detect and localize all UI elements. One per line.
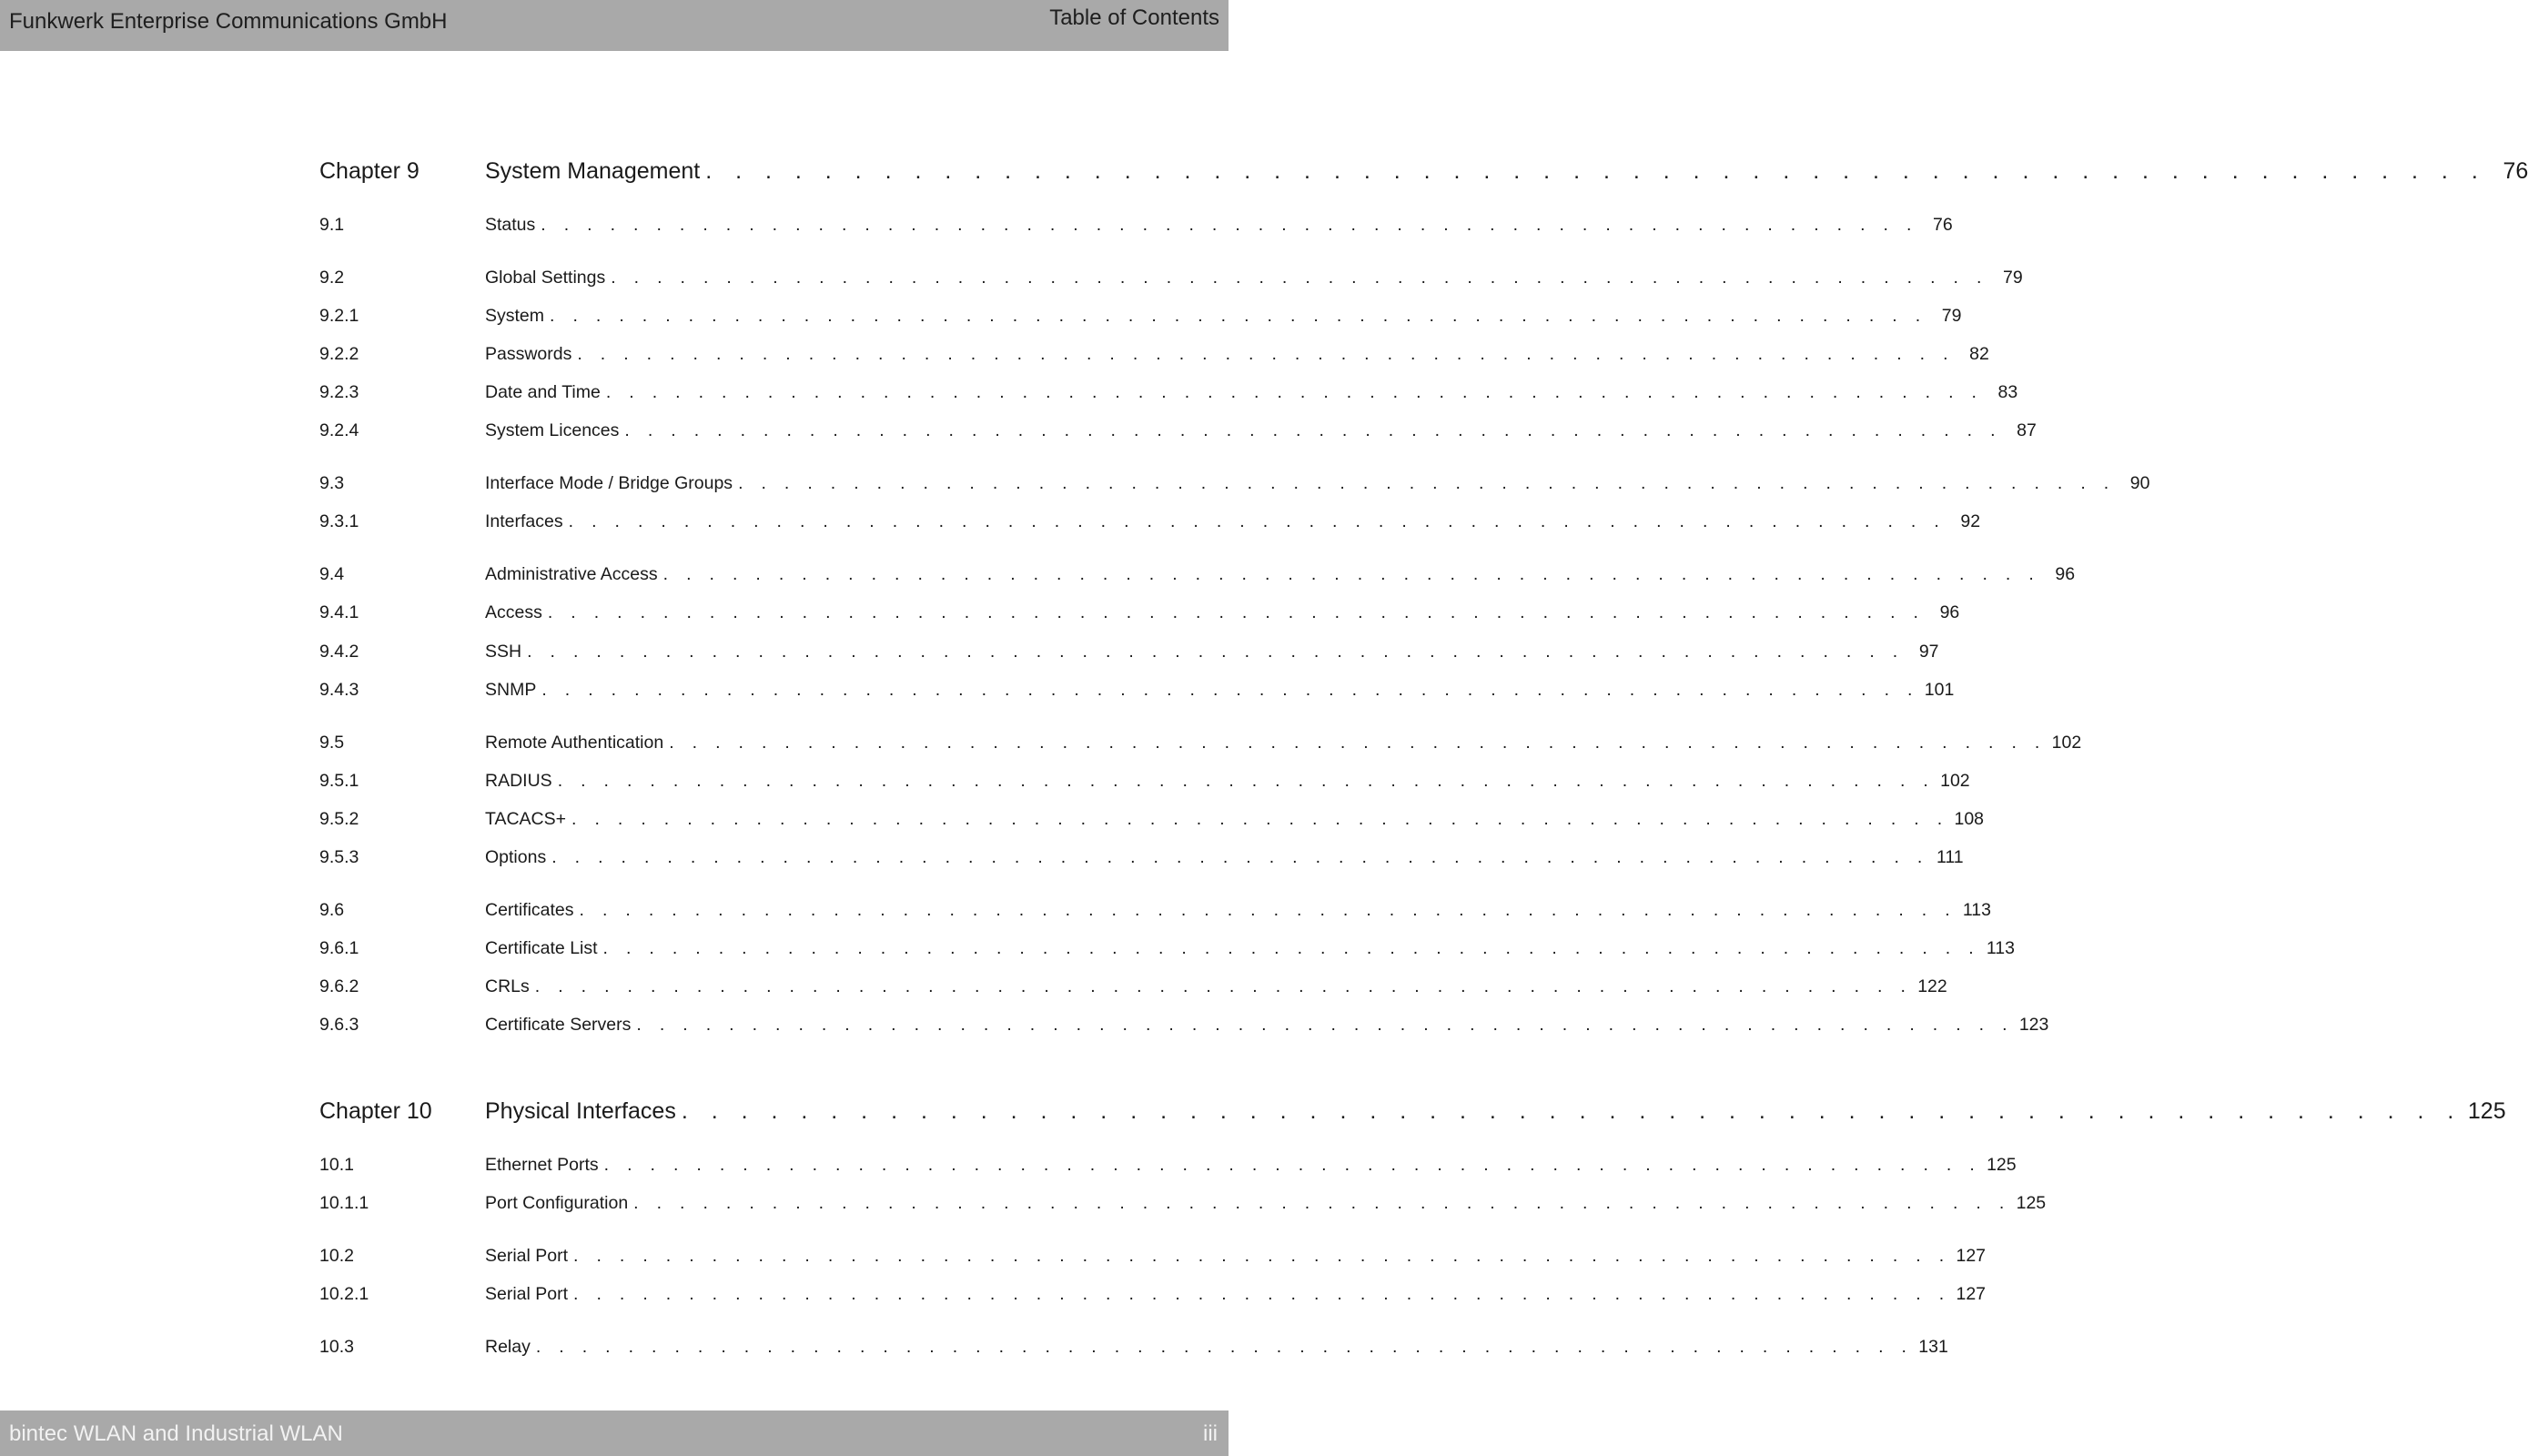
toc-entry-title: Serial Port xyxy=(485,1284,569,1304)
section-title: Table of Contents xyxy=(1049,5,1219,30)
toc-entry-number: 9.2.4 xyxy=(319,420,359,440)
toc-entry-line xyxy=(485,215,1953,236)
toc-entry-page: 108 xyxy=(1954,809,1985,829)
toc-entry-line xyxy=(485,511,1981,532)
toc-dot-leader: . . . . . . . . . . . . . . . . . . . . . . . . . . . . . . . . . . . . . . . . . . . . . . . . . . . . . . . . . . . . xyxy=(662,564,2041,584)
toc-entry-title: Ethernet Ports xyxy=(485,1155,599,1175)
toc-entry-page: 113 xyxy=(1986,938,2015,958)
toc-entry-number: 9.6.1 xyxy=(319,938,359,958)
toc-dot-leader: . . . . . . . . . . . . . . . . . . . . . . . . . . . . . . . . . . . . . . . . . . . . . . . . . . . . . . . . . . . . xyxy=(568,511,1947,531)
toc-entry-line xyxy=(485,158,2528,185)
page-number: iii xyxy=(1203,1421,1218,1446)
toc-entry-line xyxy=(485,1155,2017,1176)
toc-entry-number: 9.5.3 xyxy=(319,847,359,867)
toc-entry-page: 83 xyxy=(1997,382,2018,402)
toc-entry-line xyxy=(485,602,1960,623)
toc-entry-line xyxy=(485,268,2023,288)
toc-entry-title: Access xyxy=(485,602,542,622)
page-footer xyxy=(0,1410,1229,1456)
toc-dot-leader: . . . . . . . . . . . . . . . . . . . . . . . . . . . . . . . . . . . . . . . . . . . . . . . . . . . . . . . . . . . . xyxy=(573,1284,1951,1304)
toc-entry-line xyxy=(485,1193,2047,1214)
toc-entry-title: Global Settings xyxy=(485,268,606,288)
toc-entry-line xyxy=(485,1098,2506,1125)
toc-entry-line xyxy=(485,344,1989,365)
toc-section-entry[interactable] xyxy=(319,1155,2017,1182)
toc-dot-leader: . . . . . . . . . . . . . . . . . . . . . . . . . . . . . . . . . . . . . . . . . . . . . . . . . . . . . . . . . . . . xyxy=(605,382,1984,402)
toc-entry-page: 79 xyxy=(1941,306,1962,326)
toc-entry-number: 10.1.1 xyxy=(319,1193,369,1213)
toc-section-entry[interactable] xyxy=(319,420,2037,448)
toc-entry-title: Physical Interfaces xyxy=(485,1098,676,1124)
toc-entry-title: Relay xyxy=(485,1337,531,1357)
toc-section-entry[interactable] xyxy=(319,938,2015,966)
toc-entry-number: 10.3 xyxy=(319,1337,354,1357)
document-title: bintec WLAN and Industrial WLAN xyxy=(9,1421,343,1446)
toc-dot-leader: . . . . . . . . . . . . . . . . . . . . . . . . . . . . . . . . . . . . . . . . . . . . . . . . . . . . . . . . . . . . xyxy=(557,771,1936,791)
toc-entry-page: 97 xyxy=(1918,642,1939,662)
toc-chapter-entry[interactable] xyxy=(319,1098,2506,1131)
toc-dot-leader: . . . . . . . . . . . . . . . . . . . . . . . . . . . . . . . . . . . . . . . . . . . . . . . . . . . . . . . . . . . . xyxy=(624,420,2002,440)
toc-entry-page: 92 xyxy=(1960,511,1981,531)
toc-entry-line xyxy=(485,809,1985,830)
toc-entry-page: 96 xyxy=(2055,564,2076,584)
toc-section-entry[interactable] xyxy=(319,564,2076,592)
toc-dot-leader: . . . . . . . . . . . . . . . . . . . . . . . . . . . . . . . . . . . . . . . . . . . . . . . . . . . . . . . . . . . . xyxy=(541,680,1919,700)
toc-entry-title: Passwords xyxy=(485,344,572,364)
toc-chapter-entry[interactable] xyxy=(319,158,2528,191)
toc-section-entry[interactable] xyxy=(319,344,1989,371)
toc-entry-title: Certificates xyxy=(485,900,574,920)
toc-entry-line xyxy=(485,420,2037,441)
toc-entry-title: Certificate List xyxy=(485,938,598,958)
toc-entry-line xyxy=(485,680,1955,701)
toc-entry-page: 102 xyxy=(1940,771,1970,791)
toc-dot-leader: . . . . . . . . . . . . . . . . . . . . . . . . . . . . . . . . . . . . . . . . . . . . . . . . . . . . . . . . . . . . xyxy=(541,215,1918,235)
toc-dot-leader: . . . . . . . . . . . . . . . . . . . . . . . . . . . . . . . . . . . . . . . . . . . . . . . . . . . . . . . . . . . . xyxy=(573,1246,1951,1266)
toc-entry-line xyxy=(485,473,2150,494)
toc-entry-title: System Licences xyxy=(485,420,620,440)
toc-entry-title: System Management xyxy=(485,158,701,184)
toc-entry-title: Interfaces xyxy=(485,511,563,531)
toc-entry-title: Options xyxy=(485,847,547,867)
toc-entry-number: 9.2 xyxy=(319,268,345,288)
toc-entry-line xyxy=(485,1015,2049,1036)
toc-dot-leader: . . . . . . . . . . . . . . . . . . . . . . . . . . . . . . . . . . . . . . . . . . . . . . . . . . . . . . . . . . . . xyxy=(603,1155,1982,1175)
toc-dot-leader: . . . . . . . . . . . . . . . . . . . . . . . . . . . . . . . . . . . . . . . . . . . . . . . . . . . . . . . . . . . . xyxy=(669,733,2047,753)
toc-dot-leader: . . . . . . . . . . . . . . . . . . . . . . . . . . . . . . . . . . . . . . . . . . . . . . . . . . . . . . . . . . . . xyxy=(550,306,1927,326)
toc-dot-leader: . . . . . . . . . . . . . . . . . . . . . . . . . . . . . . . . . . . . . . . . . . . . . . . . . . . . . . . . . . . . xyxy=(527,642,1905,662)
toc-section-entry[interactable] xyxy=(319,1246,1987,1273)
toc-section-entry[interactable] xyxy=(319,642,1939,669)
toc-entry-number: 9.2.3 xyxy=(319,382,359,402)
toc-entry-line xyxy=(485,847,1964,868)
toc-section-entry[interactable] xyxy=(319,1015,2049,1042)
toc-entry-number: Chapter 9 xyxy=(319,158,420,184)
toc-entry-page: 131 xyxy=(1918,1337,1948,1357)
toc-entry-title: Port Configuration xyxy=(485,1193,629,1213)
toc-entry-number: 9.2.2 xyxy=(319,344,359,364)
toc-dot-leader: . . . . . . . . . . . . . . . . . . . . . . . . . . . . . . . . . . . . . . . . . . . . . . . . . . . . . . . . . . . . xyxy=(535,1337,1914,1357)
company-name: Funkwerk Enterprise Communications GmbH xyxy=(9,9,448,34)
toc-entry-number: 9.4 xyxy=(319,564,345,584)
toc-section-entry[interactable] xyxy=(319,976,1947,1004)
toc-dot-leader: . . . . . . . . . . . . . . . . . . . . . . . . . . . . . . . . . . . . . . . . . . . . . . . . . . . . . . . . . . . . xyxy=(571,809,1949,829)
toc-dot-leader: . . . . . . . . . . . . . . . . . . . . . . . . . . . . . . . . . . . . . . . . . . . . . . . . . . . . . . . . . . . . xyxy=(534,976,1913,996)
toc-entry-line xyxy=(485,1284,1987,1305)
toc-entry-page: 125 xyxy=(2467,1098,2506,1124)
toc-dot-leader: . . . . . . . . . . . . . . . . . . . . . . . . . . . . . . . . . . . . . . . . . . . . . . . . . . . . . . . . . . . . xyxy=(636,1015,2014,1035)
toc-entry-line xyxy=(485,976,1947,997)
toc-section-entry[interactable] xyxy=(319,733,2082,760)
toc-section-entry[interactable] xyxy=(319,473,2150,500)
toc-entry-number: 9.4.3 xyxy=(319,680,359,700)
toc-entry-title: CRLs xyxy=(485,976,530,996)
toc-dot-leader: . . . . . . . . . . . . . . . . . . . . . . . . . . . . . . . . . . . . . . . . . . . . . . . . . . . . . . . . . . . . xyxy=(577,344,1955,364)
toc-section-entry[interactable] xyxy=(319,1337,1948,1364)
toc-entry-line xyxy=(485,306,1962,327)
toc-entry-title: Certificate Servers xyxy=(485,1015,632,1035)
toc-entry-page: 122 xyxy=(1917,976,1947,996)
toc-entry-line xyxy=(485,938,2015,959)
toc-entry-number: 9.5 xyxy=(319,733,345,753)
toc-entry-number: 9.6.3 xyxy=(319,1015,359,1035)
toc-section-entry[interactable] xyxy=(319,215,1953,242)
toc-entry-title: Remote Authentication xyxy=(485,733,664,753)
toc-section-entry[interactable] xyxy=(319,1284,1987,1311)
toc-section-entry[interactable] xyxy=(319,602,1960,630)
toc-entry-page: 76 xyxy=(1933,215,1953,235)
toc-entry-number: 9.6 xyxy=(319,900,345,920)
toc-entry-line xyxy=(485,642,1939,662)
toc-entry-page: 127 xyxy=(1956,1246,1987,1266)
toc-section-entry[interactable] xyxy=(319,809,1985,836)
toc-entry-page: 87 xyxy=(2017,420,2037,440)
toc-entry-page: 90 xyxy=(2129,473,2150,493)
toc-entry-number: 10.1 xyxy=(319,1155,354,1175)
toc-entry-title: Status xyxy=(485,215,536,235)
toc-entry-line xyxy=(485,733,2082,753)
toc-entry-title: Serial Port xyxy=(485,1246,569,1266)
toc-entry-number: 9.5.1 xyxy=(319,771,359,791)
toc-dot-leader: . . . . . . . . . . . . . . . . . . . . . . . . . . . . . . . . . . . . . . . . . . . . . . . . . . . . . . . . . . . . xyxy=(579,900,1957,920)
toc-entry-number: 9.2.1 xyxy=(319,306,359,326)
toc-entry-line xyxy=(485,382,2018,403)
toc-entry-page: 125 xyxy=(1987,1155,2017,1175)
toc-entry-page: 123 xyxy=(2018,1015,2049,1035)
toc-entry-page: 125 xyxy=(2016,1193,2047,1213)
toc-dot-leader: . . . . . . . . . . . . . . . . . . . . . . . . . . . . . . . . . . . . . . . . . . . . . . . . . . . . . . . . . . . . xyxy=(547,602,1926,622)
toc-section-entry[interactable] xyxy=(319,268,2023,295)
toc-entry-line xyxy=(485,1246,1987,1267)
toc-entry-line xyxy=(485,1337,1948,1358)
toc-dot-leader: . . . . . . . . . . . . . . . . . . . . . . . . . . . . . . . . . . . . . . . . . . . . . . . . . . . . . . . . . . . . xyxy=(611,268,1988,288)
toc-entry-title: System xyxy=(485,306,545,326)
toc-entry-title: RADIUS xyxy=(485,771,552,791)
toc-entry-number: 9.3.1 xyxy=(319,511,359,531)
toc-entry-number: 9.4.1 xyxy=(319,602,359,622)
toc-entry-page: 96 xyxy=(1939,602,1960,622)
toc-dot-leader: . . . . . . . . . . . . . . . . . . . . . . . . . . . . . . . . . . . . . . . . . . . . . . . . . . . . . . . . . . . . xyxy=(633,1193,2011,1213)
toc-entry-title: Administrative Access xyxy=(485,564,658,584)
toc-entry-page: 79 xyxy=(2002,268,2023,288)
toc-entry-number: 9.4.2 xyxy=(319,642,359,662)
toc-entry-page: 76 xyxy=(2503,158,2528,184)
toc-entry-title: TACACS+ xyxy=(485,809,567,829)
toc-entry-title: Date and Time xyxy=(485,382,601,402)
toc-section-entry[interactable] xyxy=(319,1193,2047,1220)
toc-section-entry[interactable] xyxy=(319,382,2018,410)
toc-entry-line xyxy=(485,564,2076,585)
toc-entry-line xyxy=(485,900,1991,921)
toc-section-entry[interactable] xyxy=(319,306,1962,333)
toc-entry-line xyxy=(485,771,1970,792)
toc-entry-title: SNMP xyxy=(485,680,537,700)
toc-entry-page: 113 xyxy=(1962,900,1991,920)
toc-section-entry[interactable] xyxy=(319,511,1981,539)
toc-entry-number: 10.2 xyxy=(319,1246,354,1266)
toc-entry-number: 9.5.2 xyxy=(319,809,359,829)
toc-section-entry[interactable] xyxy=(319,680,1955,707)
page-header xyxy=(0,0,1229,51)
toc-dot-leader: . . . . . . . . . . . . . . . . . . . . . . . . . . . . . . . . . . . . . . . . . . . . . . . . . . . . . . . . . . . . xyxy=(738,473,2116,493)
toc-dot-leader: . . . . . . . . . . . . . . . . . . . . . . . . . . . . . . . . . . . . . . . . . . . . . . . . . . . . . . . . . . . . xyxy=(705,158,2487,184)
toc-entry-number: 9.6.2 xyxy=(319,976,359,996)
toc-entry-page: 82 xyxy=(1969,344,1989,364)
toc-dot-leader: . . . . . . . . . . . . . . . . . . . . . . . . . . . . . . . . . . . . . . . . . . . . . . . . . . . . . . . . . . . . xyxy=(551,847,1929,867)
toc-dot-leader: . . . . . . . . . . . . . . . . . . . . . . . . . . . . . . . . . . . . . . . . . . . . . . . . . . . . . . . . . . . . xyxy=(602,938,1980,958)
toc-entry-number: 9.3 xyxy=(319,473,345,493)
toc-entry-title: Interface Mode / Bridge Groups xyxy=(485,473,733,493)
toc-section-entry[interactable] xyxy=(319,847,1964,875)
toc-dot-leader: . . . . . . . . . . . . . . . . . . . . . . . . . . . . . . . . . . . . . . . . . . . . . . . . . . . . . . . . . . . . xyxy=(681,1098,2462,1124)
toc-entry-number: 10.2.1 xyxy=(319,1284,369,1304)
toc-entry-page: 102 xyxy=(2051,733,2082,753)
toc-entry-number: 9.1 xyxy=(319,215,345,235)
toc-section-entry[interactable] xyxy=(319,771,1970,798)
toc-entry-number: Chapter 10 xyxy=(319,1098,432,1124)
toc-section-entry[interactable] xyxy=(319,900,1991,927)
toc-entry-page: 127 xyxy=(1956,1284,1987,1304)
toc-entry-page: 111 xyxy=(1936,847,1964,867)
toc-entry-title: SSH xyxy=(485,642,522,662)
toc-entry-page: 101 xyxy=(1924,680,1955,700)
